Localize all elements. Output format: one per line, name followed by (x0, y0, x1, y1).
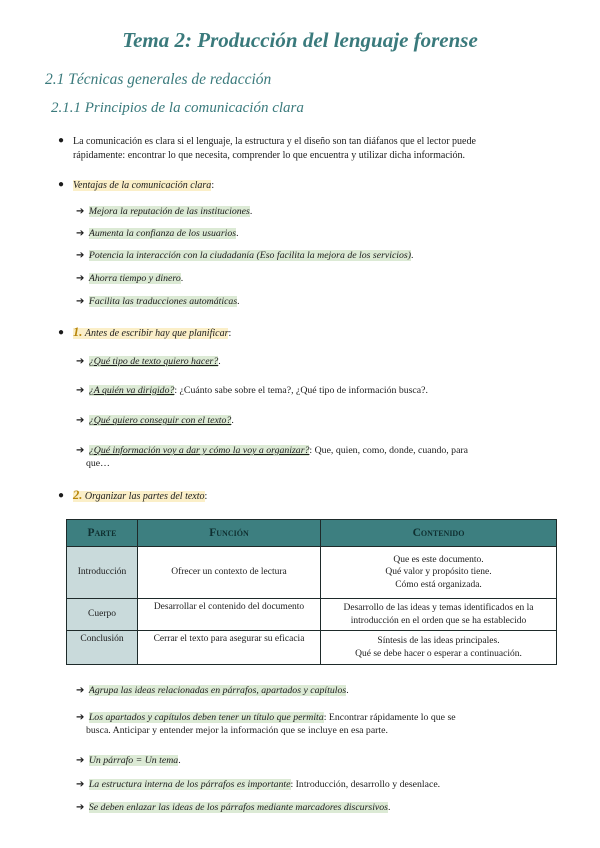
section-heading: 2.1 Técnicas generales de redacción (45, 71, 272, 88)
question-item: ➔ ¿A quién va dirigido?: ¿Cuánto sabe sobre el tema?, ¿Qué tipo de información busca?. (76, 385, 428, 396)
arrow-icon: ➔ (76, 385, 85, 396)
row-func: Ofrecer un contexto de lectura (138, 547, 321, 599)
row-content: Desarrollo de las ideas y temas identificados en la introducción en el orden que se ha establecido (321, 599, 557, 631)
text-parts-table (66, 519, 557, 665)
table-header-row (67, 520, 557, 547)
structure-item: ➔ Se deben enlazar las ideas de los párrafos mediante marcadores discursivos. (76, 802, 391, 813)
arrow-icon: ➔ (76, 779, 85, 790)
arrow-icon: ➔ (76, 712, 85, 723)
arrow-icon: ➔ (76, 228, 85, 239)
question-item: ➔ ¿Qué quiero conseguir con el texto?. (76, 415, 234, 426)
ventajas-label: Ventajas de la comunicación clara (73, 180, 212, 191)
row-content: Síntesis de las ideas principales. Qué se debe hacer o esperar a continuación. (321, 631, 557, 665)
row-part: Conclusión (67, 631, 138, 665)
ventaja-item: ➔ Potencia la interacción con la ciudadanía (Eso facilita la mejora de los servicios). (76, 250, 414, 261)
arrow-icon: ➔ (76, 685, 85, 696)
row-part: Introducción (67, 547, 138, 599)
arrow-icon: ➔ (76, 415, 85, 426)
arrow-icon: ➔ (76, 273, 85, 284)
question-item: ➔ ¿Qué información voy a dar y cómo la voy a organizar?: Que, quien, como, donde, cuando, para que… (76, 445, 469, 469)
structure-item: ➔ Agrupa las ideas relacionadas en párrafos, apartados y capítulos. (76, 685, 349, 696)
arrow-icon: ➔ (76, 250, 85, 261)
structure-item: ➔ Un párrafo = Un tema. (76, 755, 181, 766)
row-func: Cerrar el texto para asegurar su eficacia (138, 631, 321, 665)
arrow-icon: ➔ (76, 755, 85, 766)
ventaja-item: ➔ Ahorra tiempo y dinero. (76, 273, 184, 284)
ventaja-item: ➔ Facilita las traducciones automáticas. (76, 296, 240, 307)
question-item: ➔ ¿Qué tipo de texto quiero hacer?. (76, 356, 221, 367)
arrow-icon: ➔ (76, 296, 85, 307)
ventaja-item: ➔ Mejora la reputación de las instituciones. (76, 206, 253, 217)
ventaja-item: ➔ Aumenta la confianza de los usuarios. (76, 228, 239, 239)
step2-label: Organizar las partes del texto (84, 491, 205, 502)
document-page: Tema 2: Producción del lenguaje forense 2.1 Técnicas generales de redacción 2.1.1 Principios de la comunicación clara ● La comunicación es clara si el lenguaje, la estructura y el diseño son tan diáfanos que el lector puede rápidamente: encontrar lo que necesita, comprender lo que encuentra y utilizar dicha información. ● Ventajas de la comunicación clara: ➔ Mejora la reputación de las instituciones. ➔ Aumenta la confianza de los usuarios. ➔ Potencia la interacción con la ciudadanía (Eso facilita la mejora de los servicios). ➔ Ahorra tiempo y dinero. ➔ Facilita las traducciones automáticas. ● 1. Antes de escribir hay que planificar: ➔ ¿Qué tipo de texto quiero hacer?. ➔ ¿A quién va dirigido?: ¿Cuánto sabe sobre el tema?, ¿Qué tipo de información busca?. ➔ ¿Qué quiero conseguir con el texto?. ➔ ¿Qué información voy a dar y cómo la voy a organizar?: Que, quien, como, donde, cuando, para que… ● 2. Organizar las partes del texto: Parte Función Contenido Introducción Ofrecer un contexto de lectura Que es este documento. Qué valor y propósito tiene. Cómo está organizada. Cuerpo Desarrollar el contenido del documento Desarrollo de las ideas y temas identificados en la introducción en el orden que se ha establecido Conclusión Cerrar el texto para asegurar su eficacia Síntesis de las ideas principales. Qué se debe hacer o esperar a continuación. ➔ Agrupa las ideas relacionadas en párrafos, apartados y capítulos. ➔ Los apartados y capítulos deben tener un título que permita: Encontrar rápidamente lo que se busca. Anticipar y entender mejor la información que se incluye en esa parte. ➔ Un párrafo = Un tema. ➔ La estructura interna de los párrafos es importante: Introducción, desarrollo y desenlace. ➔ Se deben enlazar las ideas de los párrafos mediante marcadores discursivos. (0, 0, 600, 848)
arrow-icon: ➔ (76, 445, 85, 456)
bullet-dot: ● (58, 490, 65, 501)
step-number: 2. (73, 488, 83, 502)
row-part: Cuerpo (67, 599, 138, 631)
structure-item: ➔ Los apartados y capítulos deben tener un título que permita: Encontrar rápidamente lo que se busca. Anticipar y entender mejor la información que se incluye en esa parte. (76, 712, 456, 736)
page-title: Tema 2: Producción del lenguaje forense (122, 28, 478, 52)
header-funcion: Función (138, 520, 321, 547)
bullet-dot: ● (58, 327, 65, 338)
header-parte: Parte (67, 520, 138, 547)
header-contenido: Contenido (321, 520, 557, 547)
subsection-heading: 2.1.1 Principios de la comunicación clara (51, 100, 304, 116)
row-content: Que es este documento. Qué valor y propósito tiene. Cómo está organizada. (321, 547, 557, 599)
arrow-icon: ➔ (76, 802, 85, 813)
arrow-icon: ➔ (76, 356, 85, 367)
structure-item: ➔ La estructura interna de los párrafos es importante: Introducción, desarrollo y desenlace. (76, 779, 441, 790)
bullet-dot: ● (58, 135, 65, 146)
table-row (67, 631, 557, 665)
table-row (67, 547, 557, 599)
table-row (67, 599, 557, 631)
arrow-icon: ➔ (76, 206, 85, 217)
intro-text: La comunicación es clara si el lenguaje, la estructura y el diseño son tan diáfanos que el lector puede rápidamente: encontrar lo que necesita, comprender lo que encuentra y utilizar dicha información. (73, 136, 476, 161)
row-func: Desarrollar el contenido del documento (138, 599, 321, 631)
step1-label: Antes de escribir hay que planificar (84, 328, 229, 339)
bullet-dot: ● (58, 179, 65, 190)
step-number: 1. (73, 325, 83, 339)
